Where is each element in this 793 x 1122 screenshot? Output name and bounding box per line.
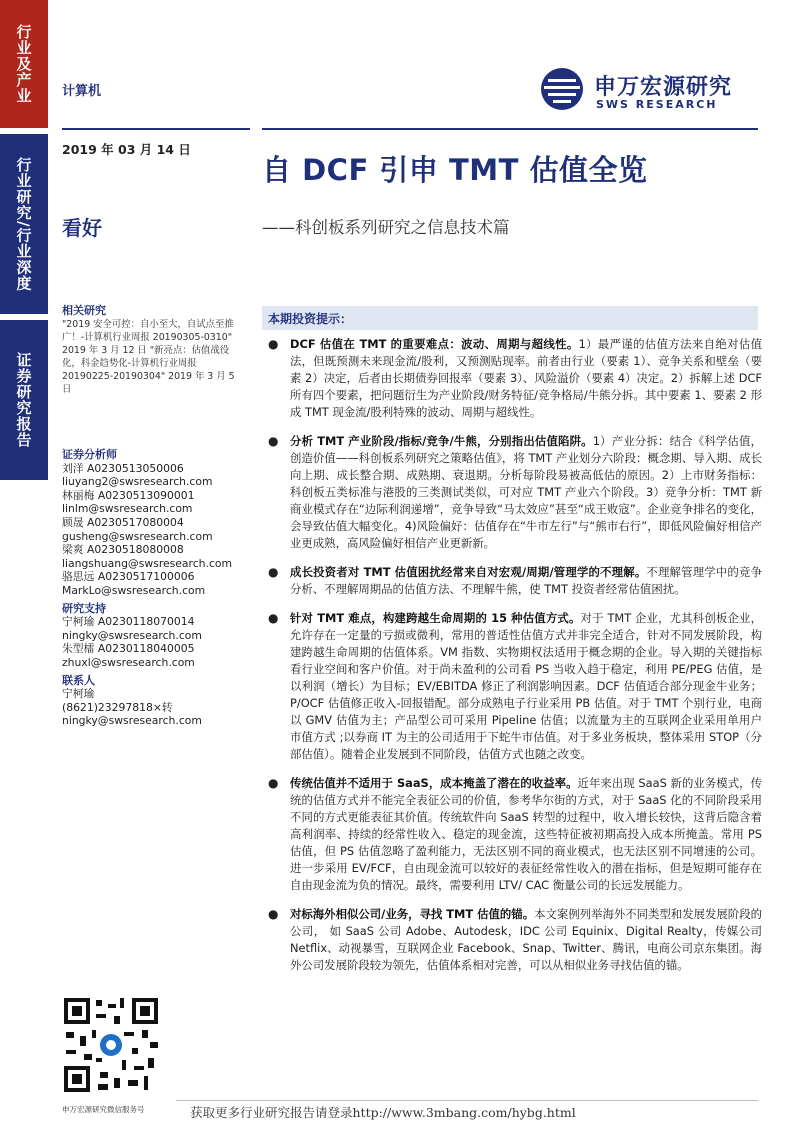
analyst-email: linlm@swsresearch.com bbox=[62, 502, 193, 516]
tip-item bbox=[262, 610, 762, 763]
side-band-label: 行业及产业 bbox=[14, 24, 33, 104]
tip-item bbox=[262, 906, 762, 974]
side-band-industry bbox=[0, 0, 48, 128]
analyst-line: 顾晟 A0230517080004 bbox=[62, 515, 184, 529]
side-band-label: 证券研究报告 bbox=[14, 352, 33, 448]
analyst-email: MarkLo@swsresearch.com bbox=[62, 583, 206, 597]
tip-item bbox=[262, 336, 762, 421]
side-band-research-type bbox=[0, 134, 48, 314]
related-research-text: "2019 安全可控：自小至大，自试点至推广！-计算机行业周报 20190305-0310" 2019 年 3 月 12 日 "新亮点：估值战役化，科金趋势化-计算机行业周报 20190225-20190304" 2019 年 3 月 5 日 bbox=[62, 319, 235, 395]
tip-lead: DCF 估值在 TMT 的重要难点：波动、周期与超线性。 bbox=[290, 337, 579, 351]
analyst-line: 林丽梅 A0230513090001 bbox=[62, 488, 195, 502]
tip-text: 不理解管理学中的竞争分析、不理解周期品的估值方法、不理解牛熊，使 TMT 投资者经常估值困扰。 bbox=[290, 565, 762, 596]
analysts-block bbox=[62, 448, 252, 728]
analyst-line: 骆思远 A0230517100006 bbox=[62, 570, 195, 584]
tip-lead: 对标海外相似公司/业务，寻找 TMT 估值的锚。 bbox=[290, 907, 535, 921]
analyst-line: 梁爽 A0230518080008 bbox=[62, 543, 184, 557]
footer-rule bbox=[176, 1100, 758, 1101]
tip-text: 1）最严谨的估值方法来自绝对估值法，但既预测未来现金流/股利，又预测贴现率。前者由行业（要素 1）、竞争关系和壁垒（要素 2）决定，后者由长期债券回报率（要素 3）、风险溢价（要素 4）决定。2）拆解上述 DCF 所有四个要素，把问题衍生为产业阶段/财务特征/竞争格局/牛熊分拆。其中要素 1、要素 2 形成 TMT 现金流/股利特殊的波动、周期与超线性。 bbox=[290, 337, 762, 419]
tips-list bbox=[262, 336, 762, 986]
tip-text: 本文案例列举海外不同类型和发展发展阶段的公司， 如 SaaS 公司 Adobe、Autodesk，IDC 公司 Equinix、Digital Realty，传媒公司 Netflix、动视暴雪，互联网企业 Facebook、Snap、Twitter、腾讯，电商公司京东集团。海外公司发展阶段较为领先，估值体系相对完善，可以从相似业务寻找估值的锚。 bbox=[290, 907, 762, 972]
related-heading: 相关研究 bbox=[62, 304, 106, 317]
side-band-report bbox=[0, 320, 48, 480]
support-email: zhuxl@swsresearch.com bbox=[62, 655, 195, 669]
support-line: 朱型檑 A0230118040005 bbox=[62, 642, 195, 656]
tip-item bbox=[262, 564, 762, 598]
support-email: ningky@swsresearch.com bbox=[62, 628, 202, 642]
rating: 看好 bbox=[62, 216, 102, 240]
bullet-icon: ● bbox=[268, 565, 279, 579]
bullet-icon: ● bbox=[268, 907, 279, 921]
tip-lead: 分析 TMT 产业阶段/指标/竞争/牛熊，分别指出估值陷阱。 bbox=[290, 434, 593, 448]
sws-logo-icon bbox=[538, 66, 588, 112]
analyst-email: liangshuang@swsresearch.com bbox=[62, 556, 233, 570]
report-title: 自 DCF 引申 TMT 估值全览 bbox=[262, 153, 648, 187]
analyst-email: gusheng@swsresearch.com bbox=[62, 529, 213, 543]
tip-text: 近年来出现 SaaS 新的业务模式，传统的估值方式并不能完全表征公司的价值，参考华尔街的方式，对于 SaaS 化的不同阶段采用不同的方式更能表征其价值。传统软件向 SaaS 转型的过程中，收入增长较快，这背后隐含着高利润率、持续的经常性收入、稳定的现金流，这些特征被初期高投入成本所掩盖。常用 PS 估值，但 PS 估值忽略了盈利能力，无法区别不同的商业模式，也无法区别不同增速的公司。进一步采用 EV/FCF，自由现金流可以较好的表征经常性收入的潜在指标，但是短期可能存在自由现金流为负的情况。最终，需要利用 LTV/ CAC 衡量公司的长远发展能力。 bbox=[290, 776, 762, 892]
footer-text: 获取更多行业研究报告请登录http://www.3mbang.com/hybg.html bbox=[190, 1105, 576, 1120]
support-line: 宁柯瑜 A0230118070014 bbox=[62, 615, 195, 629]
logo-text-en: SWS RESEARCH bbox=[596, 98, 718, 111]
bullet-icon: ● bbox=[268, 611, 279, 625]
tip-lead: 成长投资者对 TMT 估值困扰经常来自对宏观/周期/管理学的不理解。 bbox=[290, 565, 647, 579]
sector-label: 计算机 bbox=[62, 84, 102, 99]
qr-code-icon bbox=[62, 996, 160, 1094]
tip-item bbox=[262, 775, 762, 894]
tip-lead: 传统估值并不适用于 SaaS，成本掩盖了潜在的收益率。 bbox=[290, 776, 578, 790]
side-band-label: 行业研究/行业深度 bbox=[14, 156, 33, 292]
tip-text: 1）产业分拆：结合《科学估值，创造价值——科创板系列研究之策略估值》，将 TMT 产业划分六阶段：概念期、导入期、成长向上期、成长整合期、成熟期、衰退期。分析每阶段易被高低估的原因。2）上市财务指标：科创板五类标准与港股的三类测试类似，可对应 TMT 产业六个阶段。3）竞争分析：TMT 新商业模式存在“边际利润递增”，竞争导致“马太效应”甚至“成王败寇”。企业竞争排名的变化，会导致估值大幅变化。4)风险偏好：估值存在“牛市左行”与“熊市右行”，即低风险偏好相信产业更成熟，高风险偏好相信产业更新新。 bbox=[290, 434, 762, 550]
bullet-icon: ● bbox=[268, 434, 279, 448]
analyst-email: liuyang2@swsresearch.com bbox=[62, 475, 213, 489]
bullet-icon: ● bbox=[268, 776, 279, 790]
contact-line: 宁柯瑜 bbox=[62, 687, 95, 701]
tip-item bbox=[262, 433, 762, 552]
support-heading: 研究支持 bbox=[62, 601, 106, 615]
bullet-icon: ● bbox=[268, 337, 279, 351]
analyst-line: 刘洋 A0230513050006 bbox=[62, 461, 184, 475]
logo-text-cn: 申万宏源研究 bbox=[594, 75, 733, 100]
tip-lead: 针对 TMT 难点，构建跨越生命周期的 15 种估值方式。 bbox=[290, 611, 581, 625]
report-subtitle: ——科创板系列研究之信息技术篇 bbox=[262, 218, 510, 237]
report-date: 2019 年 03 月 14 日 bbox=[62, 142, 191, 157]
contact-email: ningky@swsresearch.com bbox=[62, 714, 202, 728]
contact-phone: (8621)23297818×转 bbox=[62, 700, 173, 714]
qr-caption: 申万宏源研究微信服务号 bbox=[62, 1105, 145, 1114]
tip-text: 对于 TMT 企业，尤其科创板企业，允许存在一定量的亏损或微利，常用的普适性估值方式并非完全适合，针对不同发展阶段，构建跨越生命周期的估值体系。VM 指数、实物期权法适用于概念期的企业。导入期的关键指标看行业空间和客户价值。对于尚未盈利的公司看 PS 当收入趋于稳定，利用 PE/PEG 估值，是以利润（增长）为目标；EV/EBITDA 修正了利润影响因素。DCF 估值适合部分现金牛业务；P/OCF 估值修正收入-回报错配。部分成熟电子行业采用 PB 估值。对于 TMT 个别行业，电商以 GMV 估值为主；产品型公司可采用 Pipeline 估值；以流量为主的互联网企业采用单用户市值方式 ;以券商 IT 为主的公司适用于下蛇牛市估值。对于多业务板块，整体采用 STOP（分部估值）。随着企业发展到不同阶段，估值方式也随之改变。 bbox=[290, 611, 762, 761]
analysts-heading: 证券分析师 bbox=[62, 448, 117, 461]
header-rule-left bbox=[62, 128, 250, 130]
header-rule-right bbox=[262, 128, 758, 130]
tips-label: 本期投资提示： bbox=[268, 312, 353, 326]
contact-heading: 联系人 bbox=[62, 673, 95, 687]
